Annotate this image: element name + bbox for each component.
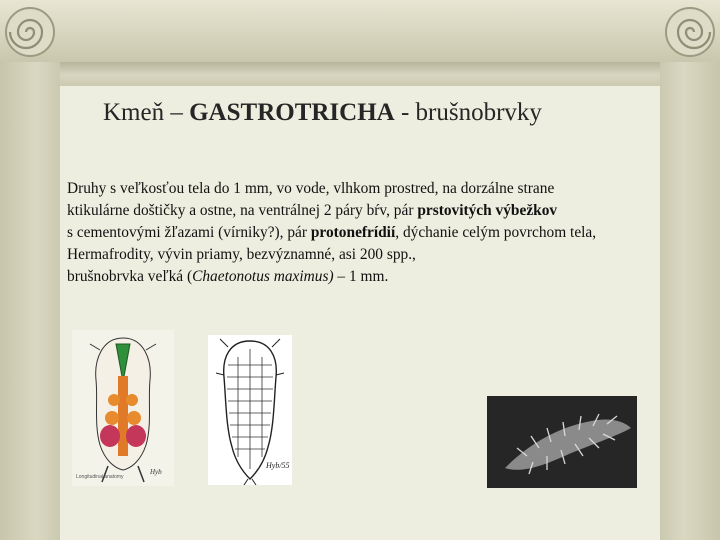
body-text-run: , dýchanie celým povrchom tela, (395, 224, 597, 241)
body-text-run: Chaetonotus maximus) (192, 268, 334, 285)
figure-anatomy-caption: Longitudinal anatomy (76, 474, 124, 480)
body-text-run: Druhy s veľkosťou tela do 1 mm, vo vode, vlhkom prostred, na dorzálne strane (67, 180, 555, 197)
body-line (67, 266, 707, 288)
body-text-run: s cementovými žľazami (vírniky?), pár (67, 224, 311, 241)
column-capital (0, 0, 720, 62)
body-line (67, 222, 707, 244)
column-shaft-left (0, 62, 60, 540)
body-line (67, 244, 707, 266)
body-text-run: – 1 mm. (333, 268, 389, 285)
body-text-run: prstovitých výbežkov (417, 202, 558, 219)
body-line (67, 178, 707, 200)
body-text (67, 178, 707, 288)
figure-line-signature: Hyb/55 (266, 461, 290, 470)
body-text-run: ktikulárne doštičky a ostne, na ventrálnej 2 páry bŕv, pár (67, 202, 418, 219)
micrograph-image (487, 396, 637, 488)
anatomy-drawing (72, 330, 174, 486)
slide-title (103, 96, 663, 130)
body-text-run: brušnobrvka veľká ( (67, 268, 193, 285)
title-bold: GASTROTRICHA (189, 99, 395, 126)
figure-line-drawing (208, 335, 292, 485)
figure-micrograph (487, 396, 637, 488)
body-text-run: protonefrídií (310, 224, 396, 241)
volute-left-icon (4, 6, 56, 58)
body-line (67, 200, 707, 222)
volute-right-icon (664, 6, 716, 58)
figure-anatomy-signature: Hyb (150, 468, 162, 476)
body-text-run: Hermafrodity, vývin priamy, bezvýznamné, asi 200 spp., (67, 246, 416, 263)
figure-anatomy (72, 330, 174, 486)
column-band (60, 62, 660, 86)
title-prefix: Kmeň – (103, 99, 190, 126)
title-suffix: - brušnobrvky (394, 99, 542, 126)
column-shaft-right (660, 62, 720, 540)
